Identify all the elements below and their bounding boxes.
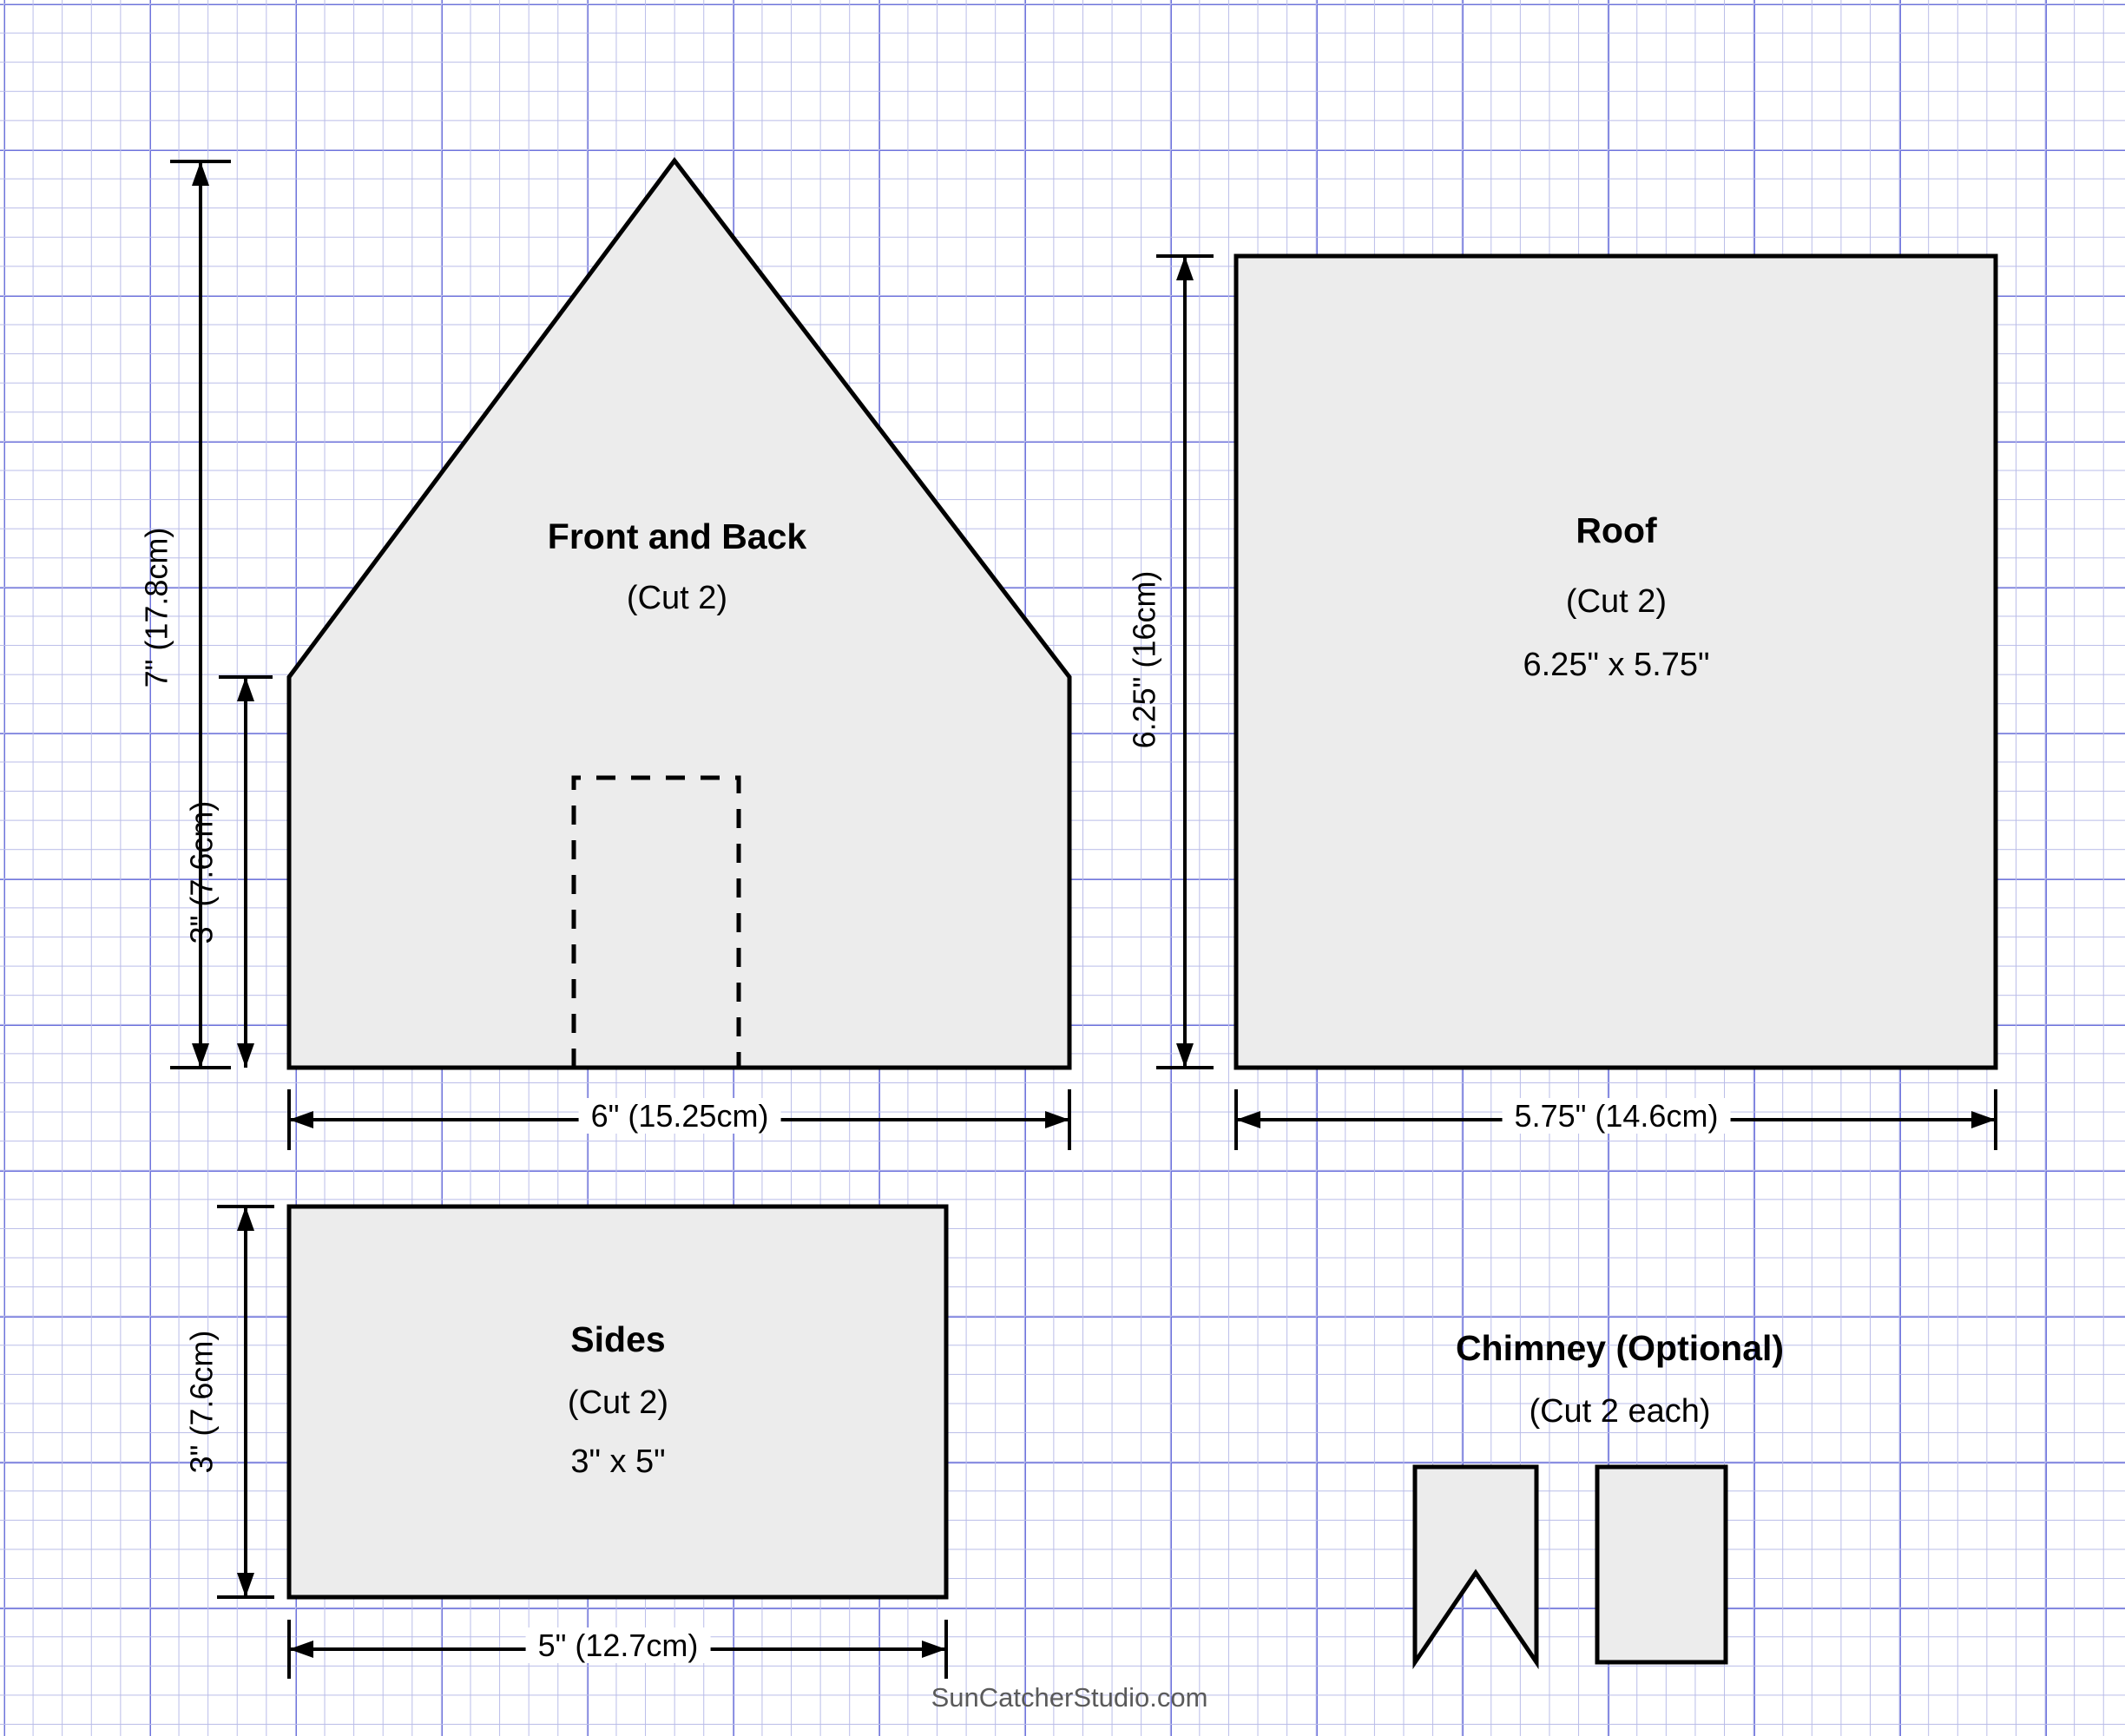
chimney-title: Chimney (Optional): [1455, 1328, 1785, 1368]
front-and-back-height-dim-label: 7" (17.8cm): [138, 527, 174, 688]
sides-title: Sides: [570, 1319, 666, 1359]
sides-height-dim-label: 3" (7.6cm): [183, 1330, 220, 1474]
footer-watermark: SunCatcherStudio.com: [931, 1682, 1208, 1713]
roof-cut: (Cut 2): [1565, 583, 1668, 620]
chimney-notched-piece: [1415, 1467, 1536, 1662]
dim-front-wall-3in: [219, 677, 273, 1068]
roof-size: 6.25" x 5.75": [1523, 647, 1710, 683]
roof-title: Roof: [1576, 510, 1657, 550]
chimney-plain-piece: [1597, 1467, 1726, 1662]
dim-roof-height: [1156, 256, 1214, 1068]
piece-chimney[interactable]: [1415, 1467, 1726, 1662]
front-and-back-cut: (Cut 2): [626, 580, 728, 616]
sides-size: 3" x 5": [570, 1443, 666, 1480]
sides-width-dim-label: 5" (12.7cm): [526, 1628, 711, 1663]
front-and-back-wall-dim-label: 3" (7.6cm): [183, 800, 220, 944]
roof-height-dim-label: 6.25" (16cm): [1126, 570, 1162, 749]
sides-cut: (Cut 2): [567, 1384, 669, 1421]
roof-width-dim-label: 5.75" (14.6cm): [1503, 1098, 1731, 1134]
chimney-cut: (Cut 2 each): [1529, 1393, 1711, 1430]
front-and-back-width-dim-label: 6" (15.25cm): [579, 1098, 781, 1134]
front-and-back-title: Front and Back: [547, 516, 807, 556]
dim-sides-height: [217, 1207, 274, 1597]
